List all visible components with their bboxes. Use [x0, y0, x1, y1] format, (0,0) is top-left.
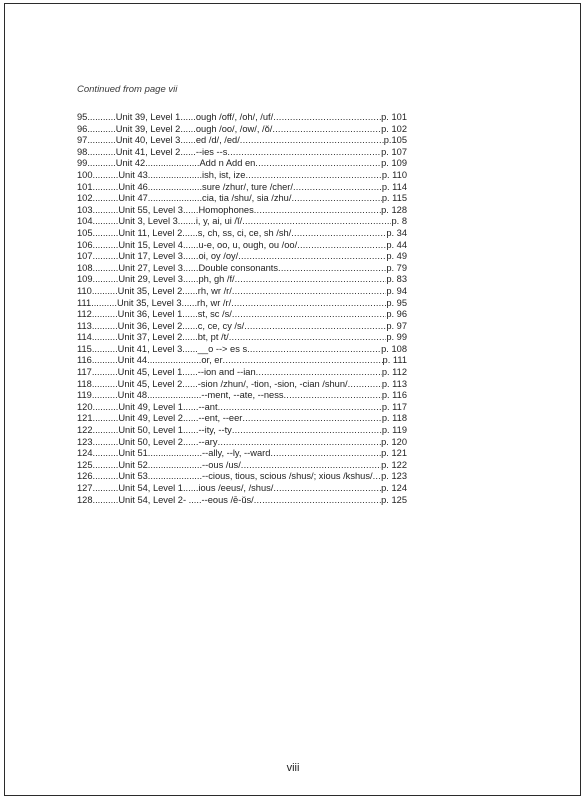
toc-entry — [77, 437, 407, 449]
dot-leader — [373, 471, 382, 483]
dot-leader — [218, 437, 382, 449]
toc-entry-page: p. 44 — [386, 239, 407, 250]
toc-entry — [77, 274, 407, 286]
toc-entry-text: 109..........Unit 29, Level 3......ph, gh /f/ — [77, 274, 235, 285]
toc-entry-page: p. 128 — [381, 204, 407, 215]
dot-leader — [245, 170, 381, 182]
toc-entry-page: p. 83 — [386, 274, 407, 285]
toc-entry-text: 119..........Unit 48.....................--ment, --ate, --ness — [77, 390, 284, 401]
toc-entry-text: 114..........Unit 37, Level 2......bt, pt /t/ — [77, 332, 229, 343]
dot-leader — [254, 205, 381, 217]
toc-entry — [77, 158, 407, 170]
toc-entry — [77, 205, 407, 217]
dot-leader — [235, 274, 387, 286]
toc-entry-page: p. 120 — [381, 436, 407, 447]
toc-entry-text: 120..........Unit 49, Level 1......--ant — [77, 401, 218, 412]
toc-entry-text: 124..........Unit 51.....................--ally, --ly, --ward — [77, 448, 271, 459]
dot-leader — [229, 332, 387, 344]
toc-entry-text: 110..........Unit 35, Level 2......rh, wr /r/ — [77, 285, 232, 296]
dot-leader — [231, 298, 386, 310]
toc-entry — [77, 321, 407, 333]
toc-entry — [77, 251, 407, 263]
dot-leader — [232, 286, 386, 298]
toc-entry-text: 122..........Unit 50, Level 1......--ity, --ty — [77, 425, 232, 436]
toc-entry-page: p. 102 — [381, 123, 407, 134]
toc-entry-page: p. 118 — [381, 413, 407, 424]
toc-entry — [77, 344, 407, 356]
dot-leader — [232, 425, 382, 437]
dot-leader — [254, 495, 381, 507]
toc-entry-text: 96...........Unit 39, Level 2......ough /oo/, /ow/, /ŏ/ — [77, 123, 273, 134]
dot-leader — [273, 483, 381, 495]
toc-entry-text: 107..........Unit 17, Level 3......oi, oy /oy/ — [77, 251, 239, 262]
toc-entry — [77, 460, 407, 472]
toc-entry-text: 113..........Unit 36, Level 2......c, ce, cy /s/ — [77, 320, 245, 331]
dot-leader — [255, 158, 381, 170]
toc-entry-page: p. 79 — [386, 262, 407, 273]
toc-entry-page: p.105 — [383, 135, 407, 146]
toc-entry-page: p. 34 — [386, 227, 407, 238]
toc-entry-page: p. 97 — [386, 320, 407, 331]
toc-entry — [77, 367, 407, 379]
toc-entry-page: p. 114 — [381, 181, 407, 192]
toc-entry-text: 116..........Unit 44.....................or, er — [77, 355, 223, 366]
toc-entry — [77, 147, 407, 159]
dot-leader — [291, 193, 381, 205]
dot-leader — [232, 309, 386, 321]
toc-entry — [77, 240, 407, 252]
dot-leader — [278, 263, 386, 275]
toc-entry-page: p. 115 — [381, 193, 407, 204]
dot-leader — [256, 367, 382, 379]
toc-entry-text: 128..........Unit 54, Level 2- .....--eous /ē-ŭs/ — [77, 494, 254, 505]
toc-entry — [77, 332, 407, 344]
toc-entry — [77, 112, 407, 124]
dot-leader — [284, 390, 382, 402]
toc-entry-text: 104..........Unit 3, Level 3.......i, y, ai, ui /ĭ/ — [77, 216, 243, 227]
toc-entry — [77, 263, 407, 275]
toc-entry — [77, 495, 407, 507]
toc-entry — [77, 170, 407, 182]
toc-entry — [77, 448, 407, 460]
toc-entry-page: p. 108 — [381, 343, 407, 354]
toc-entry-page: p. 96 — [386, 309, 407, 320]
toc-entry-page: p. 95 — [386, 297, 407, 308]
toc-entry-page: p. 110 — [381, 169, 407, 180]
toc-entry-page: p. 8 — [391, 216, 407, 227]
toc-entry — [77, 182, 407, 194]
toc-entry-text: 108..........Unit 27, Level 3......Double consonants — [77, 262, 279, 273]
continued-note: Continued from page vii — [77, 84, 178, 95]
toc-entry-page: p. 122 — [381, 459, 407, 470]
toc-entry — [77, 193, 407, 205]
toc-entry-text: 105..........Unit 11, Level 2......s, ch, ss, ci, ce, sh /sh/ — [77, 227, 292, 238]
toc-entry-text: 112..........Unit 36, Level 1......st, sc /s/ — [77, 309, 232, 320]
dot-leader — [223, 355, 383, 367]
toc-entry — [77, 216, 407, 228]
dot-leader — [291, 228, 386, 240]
toc-entry-page: p. 112 — [381, 367, 407, 378]
toc-entry-text: 98...........Unit 41, Level 2......--ies --s — [77, 146, 228, 157]
dot-leader — [270, 448, 381, 460]
toc-entry — [77, 413, 407, 425]
dot-leader — [348, 379, 382, 391]
toc-entry-text: 111..........Unit 35, Level 3......rh, wr /r/ — [77, 297, 232, 308]
toc-entry-page: p. 123 — [381, 471, 407, 482]
toc-entry-page: p. 113 — [381, 378, 407, 389]
dot-leader — [242, 413, 381, 425]
toc-entry-text: 95...........Unit 39, Level 1......ough /off/, /oh/, /uf/ — [77, 112, 274, 122]
toc-entry-text: 103..........Unit 55, Level 3......Homophones — [77, 204, 254, 215]
toc-entry-text: 115..........Unit 41, Level 3......__o --> es s — [77, 343, 248, 354]
toc-entry-page: p. 99 — [386, 332, 407, 343]
dot-leader — [293, 182, 382, 194]
dot-leader — [272, 124, 381, 136]
toc-entry-page: p. 117 — [381, 401, 407, 412]
toc-entry-text: 118..........Unit 45, Level 2......-sion /zhun/, -tion, -sion, -cian /shun/ — [77, 378, 348, 389]
dot-leader — [227, 147, 381, 159]
toc-entry-text: 125..........Unit 52.....................--ous /us/ — [77, 459, 241, 470]
dot-leader — [247, 344, 381, 356]
toc-entry-text: 123..........Unit 50, Level 2......--ary — [77, 436, 218, 447]
toc-entry-text: 100..........Unit 43.....................ish, ist, ize — [77, 169, 246, 180]
toc-entry-page: p. 124 — [381, 483, 407, 493]
dot-leader — [297, 240, 386, 252]
toc-entry-text: 106..........Unit 15, Level 4......u-e, oo, u, ough, ou /oo/ — [77, 239, 298, 250]
toc-entry — [77, 228, 407, 240]
toc-entry-text: 102..........Unit 47.....................cia, tia /shu/, sia /zhu/ — [77, 193, 292, 204]
toc-entry-text: 117..........Unit 45, Level 1......--ion and --ian — [77, 367, 256, 378]
toc-entry — [77, 471, 407, 483]
toc-entry-text: 97...........Unit 40, Level 3......ed /d/, /ed/ — [77, 135, 240, 146]
dot-leader — [244, 321, 386, 333]
toc-entry-text: 121..........Unit 49, Level 2......--ent, --eer — [77, 413, 243, 424]
toc-entry — [77, 309, 407, 321]
dot-leader — [218, 402, 382, 414]
dot-leader — [273, 112, 381, 124]
toc-entry — [77, 425, 407, 437]
toc-entry-page: p. 116 — [381, 390, 407, 401]
toc-entry — [77, 124, 407, 136]
toc-entry — [77, 379, 407, 391]
dot-leader — [238, 251, 386, 263]
dot-leader — [242, 216, 391, 228]
toc-entry-text: 126..........Unit 53.....................--cious, tious, scious /shus/; xious /kshus/ — [77, 471, 373, 482]
toc-entry-text: 99...........Unit 42.....................Add n Add en — [77, 158, 256, 169]
toc-entry-page: p. 119 — [381, 425, 407, 436]
toc-entry — [77, 135, 407, 147]
toc-entry — [77, 286, 407, 298]
toc-entry — [77, 298, 407, 310]
toc-entry-text: 127..........Unit 54, Level 1......ious /eeus/, /shus/ — [77, 483, 274, 493]
toc-entry-page: p. 121 — [381, 448, 407, 459]
toc-entry-page: p. 109 — [381, 158, 407, 169]
page-number: viii — [286, 762, 300, 774]
toc-entry-page: p. 107 — [381, 146, 407, 157]
toc-entry-page: p. 101 — [381, 112, 407, 122]
toc-entry-page: p. 49 — [386, 251, 407, 262]
toc-entry-page: p. 111 — [382, 355, 407, 366]
toc-entry-page: p. 94 — [386, 285, 407, 296]
contents-list — [77, 112, 407, 506]
page-sheet — [4, 3, 581, 796]
toc-entry — [77, 483, 407, 495]
toc-entry-text: 101..........Unit 46.....................sure /zhur/, ture /cher/ — [77, 181, 293, 192]
toc-entry — [77, 355, 407, 367]
toc-entry-page: p. 125 — [381, 494, 407, 505]
dot-leader — [240, 135, 384, 147]
toc-entry — [77, 390, 407, 402]
dot-leader — [241, 460, 381, 472]
toc-entry — [77, 402, 407, 414]
